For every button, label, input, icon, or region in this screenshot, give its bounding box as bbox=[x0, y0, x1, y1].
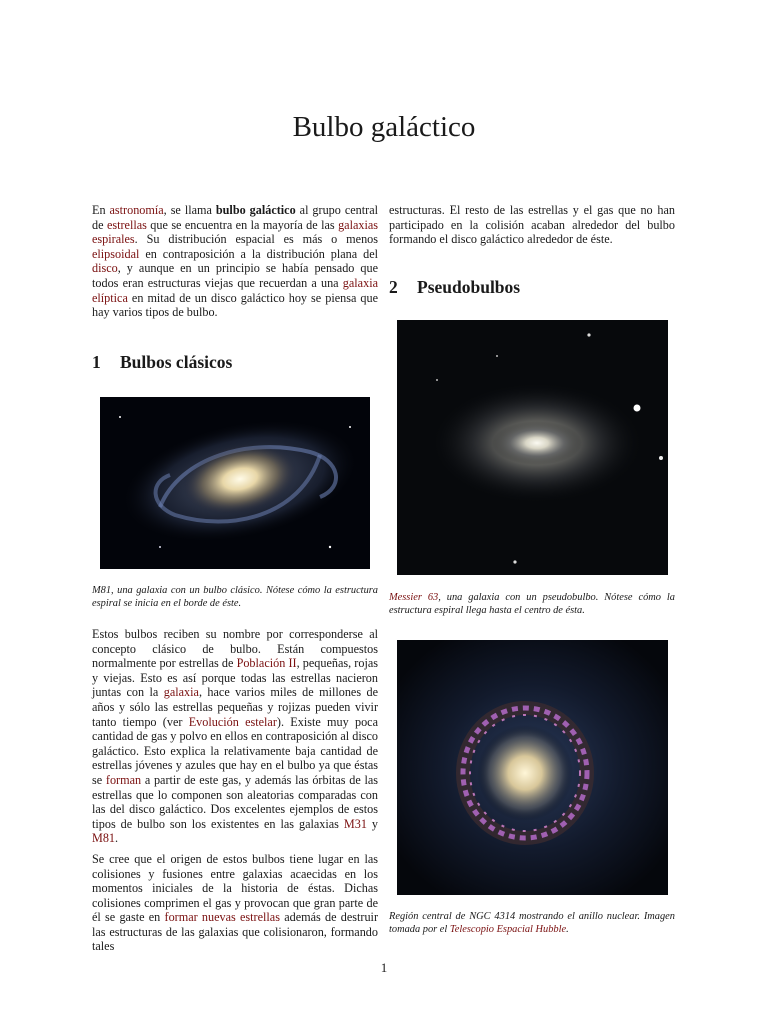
body-text: además de destruir las estructuras de las galaxias que colisionaron, formando tales bbox=[92, 910, 379, 954]
section-heading-1 bbox=[92, 352, 232, 373]
figure-m81-caption: M81, una galaxia con un bulbo clásico. Nótese cómo la estructura espiral se inicia en el borde de éste. bbox=[92, 585, 378, 610]
body-text: Se cree que el origen de estos bulbos tiene lugar en las colisiones y fusiones entre galaxias acaecidas en los momentos iniciales de la historia de éstas. Dichas colisiones comprimen el gas y provocan que gran parte de él se gaste en bbox=[92, 851, 378, 925]
link-elipsoidal[interactable]: elipsoidal bbox=[92, 246, 140, 261]
left-column bbox=[92, 203, 378, 326]
right-intro-paragraph: estructuras. El resto de las estrellas y el gas que no han participado en la colisión acaban alrededor del bulbo formando el disco galáctico alrededor de éste. bbox=[389, 203, 675, 247]
galaxy-m81-illustration bbox=[100, 397, 370, 569]
link-astronomia[interactable]: astronomía bbox=[109, 203, 164, 217]
galaxy-messier63-illustration bbox=[397, 320, 668, 575]
body-text: a partir de este gas, y además las órbitas de las estrellas que lo componen son aleatorias comparadas con las del disco galáctico. Dos excelentes ejemplos de estos tipos de bulbo son los existentes en las galaxias bbox=[92, 772, 379, 831]
link-forman[interactable]: forman bbox=[105, 772, 142, 787]
intro-text: , se llama bbox=[163, 203, 216, 217]
link-messier-63[interactable]: Messier 63 bbox=[389, 592, 439, 603]
body-text: ). Existe muy poca cantidad de gas y polvo en ellos en contraposición al disco galáctico. Esto explica la relativamente baja cantidad de estrellas jóvenes y azules que hay en el bulbo ya que éstas se bbox=[92, 714, 378, 787]
link-evolucion-estelar[interactable]: Evolución estelar bbox=[188, 714, 277, 729]
section1-paragraph-2 bbox=[92, 852, 378, 954]
left-column-body bbox=[92, 627, 378, 960]
term-bulbo-galactico: bulbo galáctico bbox=[215, 203, 296, 217]
link-m31[interactable]: M31 bbox=[343, 816, 367, 831]
intro-text: En bbox=[92, 203, 110, 217]
section-number: 1 bbox=[92, 352, 101, 372]
caption-text: , una galaxia con un pseudobulbo. Nótese cómo la estructura espiral llega hasta el centro de ésta. bbox=[389, 592, 675, 617]
right-column bbox=[389, 203, 675, 253]
section-title: Bulbos clásicos bbox=[120, 352, 233, 372]
body-text: Estos bulbos reciben su nombre por corresponderse al concepto clásico de bulbo. Están compuestos normalmente por estrellas de bbox=[92, 627, 378, 671]
link-galaxias-espirales[interactable]: galaxias espirales bbox=[92, 217, 378, 247]
figure-ngc4314-caption bbox=[389, 910, 675, 936]
body-text: , hace varios miles de millones de años y sólo las estrellas pequeñas y rojizas pueden vivir tanto tiempo (ver bbox=[92, 685, 378, 729]
body-text: . bbox=[115, 831, 119, 846]
figure-messier63-caption bbox=[389, 591, 675, 617]
intro-paragraph bbox=[92, 203, 378, 320]
figure-messier63-image bbox=[397, 320, 668, 575]
section-number: 2 bbox=[389, 277, 398, 297]
body-text: y bbox=[366, 816, 379, 831]
caption-text: Región central de NGC 4314 mostrando el anillo nuclear. Imagen tomada por el bbox=[389, 911, 675, 936]
link-galaxia[interactable]: galaxia bbox=[163, 685, 199, 700]
section-heading-2 bbox=[389, 277, 520, 298]
intro-text: en contraposición a la distribución plana del bbox=[139, 246, 378, 261]
link-disco[interactable]: disco bbox=[92, 261, 118, 276]
intro-text: al grupo central de bbox=[92, 203, 378, 232]
link-estrellas[interactable]: estrellas bbox=[106, 217, 147, 232]
link-formar-nuevas-estrellas[interactable]: formar nuevas estrellas bbox=[164, 910, 280, 925]
link-m81[interactable]: M81 bbox=[92, 831, 116, 846]
page-number: 1 bbox=[380, 960, 388, 975]
galaxy-ngc4314-illustration bbox=[397, 640, 668, 895]
intro-text: que se encuentra en la mayoría de las bbox=[146, 217, 339, 232]
intro-text: , y aunque en un principio se había pensado que todos eran estructuras viejas que recuerdan a una bbox=[92, 261, 378, 290]
link-telescopio-espacial-hubble[interactable]: Telescopio Espacial Hubble bbox=[449, 924, 567, 936]
link-poblacion-ii[interactable]: Población II bbox=[236, 656, 297, 671]
body-text: , pequeñas, rojas y viejas. Esto es así porque todas las estrellas nacieron juntas con la bbox=[92, 656, 378, 700]
section-title: Pseudobulbos bbox=[417, 277, 521, 297]
figure-ngc4314-image bbox=[397, 640, 668, 895]
caption-text: . bbox=[566, 924, 569, 936]
link-galaxia-eliptica[interactable]: galaxia elíptica bbox=[92, 275, 378, 305]
intro-text: . Su distribución espacial es más o menos bbox=[134, 232, 378, 247]
page-title: Bulbo galáctico bbox=[292, 111, 476, 143]
figure-m81-image bbox=[100, 397, 370, 569]
section1-paragraph-1 bbox=[92, 627, 378, 846]
intro-text: en mitad de un disco galáctico hoy se piensa que hay varios tipos de bulbo. bbox=[92, 290, 378, 320]
